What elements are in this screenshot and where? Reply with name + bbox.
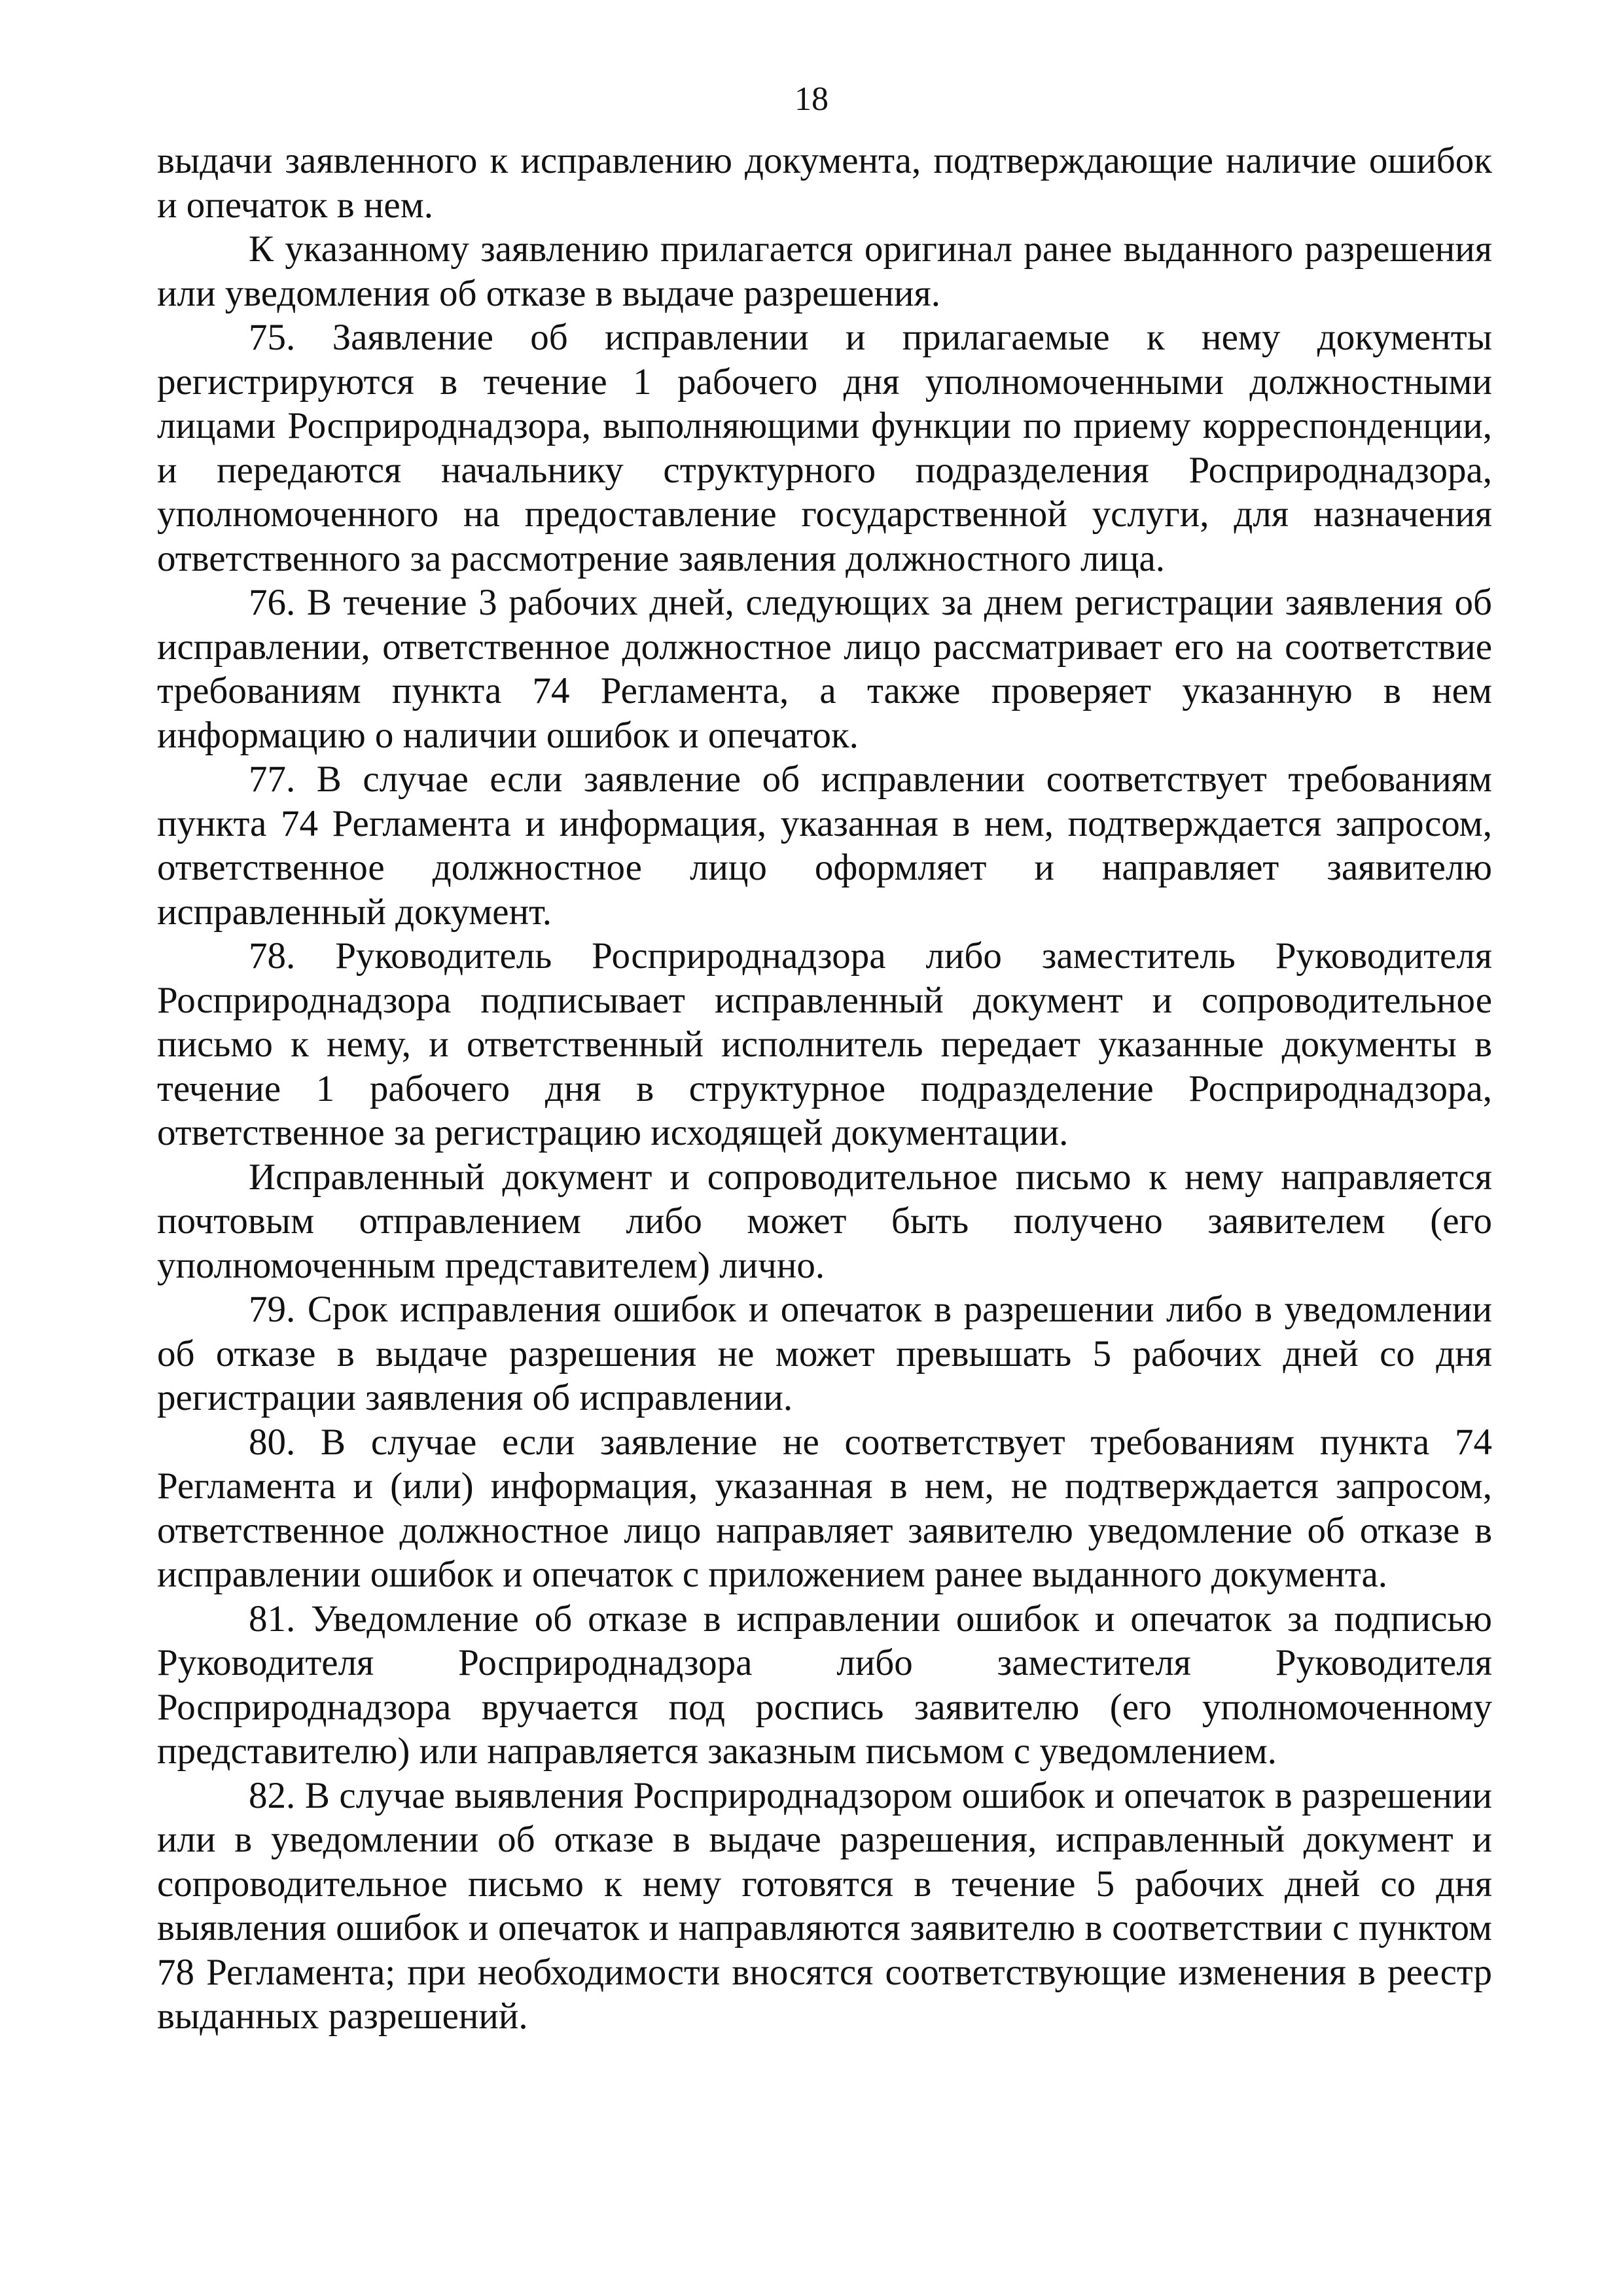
- paragraph-continuation: выдачи заявленного к исправлению документа, подтверждающие наличие ошибок и опечаток в нем.: [157, 140, 1492, 226]
- paragraph-79: 79. Срок исправления ошибок и опечаток в разрешении либо в уведомлении об отказе в выдаче разрешения не может превышать 5 рабочих дней со дня регистрации заявления об исправлении.: [157, 1289, 1492, 1418]
- paragraph-77: 77. В случае если заявление об исправлении соответствует требованиям пункта 74 Регламента и информация, указанная в нем, подтверждается запросом, ответственное должностное лицо оформляет и направляет заявителю исправленный документ.: [157, 759, 1492, 933]
- document-body: [157, 139, 1492, 2039]
- paragraph-75: 75. Заявление об исправлении и прилагаемые к нему документы регистрируются в течение 1 рабочего дня уполномоченными должностными лицами Росприроднадзора, выполняющими функции по приему корреспонденции, и передаются начальнику структурного подразделения Росприроднадзора, уполномоченного на предоставление государственной услуги, для назначения ответственного за рассмотрение заявления должностного лица.: [157, 317, 1492, 579]
- paragraph-78: 78. Руководитель Росприроднадзора либо заместитель Руководителя Росприроднадзора подписывает исправленный документ и сопроводительное письмо к нему, и ответственный исполнитель передает указанные документы в течение 1 рабочего дня в структурное подразделение Росприроднадзора, ответственное за регистрацию исходящей документации.: [157, 935, 1492, 1153]
- paragraph-80: 80. В случае если заявление не соответствует требованиям пункта 74 Регламента и (или) информация, указанная в нем, не подтверждается запросом, ответственное должностное лицо направляет заявителю уведомление об отказе в исправлении ошибок и опечаток с приложением ранее выданного документа.: [157, 1421, 1492, 1595]
- paragraph-82: 82. В случае выявления Росприроднадзором ошибок и опечаток в разрешении или в уведомлении об отказе в выдаче разрешения, исправленный документ и сопроводительное письмо к нему готовятся в течение 5 рабочих дней со дня выявления ошибок и опечаток и направляются заявителю в соответствии с пунктом 78 Регламента; при необходимости вносятся соответствующие изменения в реестр выданных разрешений.: [157, 1774, 1492, 2037]
- paragraph-attachment: К указанному заявлению прилагается оригинал ранее выданного разрешения или уведомления об отказе в выдаче разрешения.: [157, 228, 1492, 314]
- paragraph-78-delivery: Исправленный документ и сопроводительное письмо к нему направляется почтовым отправлением либо может быть получено заявителем (его уполномоченным представителем) лично.: [157, 1156, 1492, 1286]
- page-number: 18: [794, 81, 829, 118]
- paragraph-76: 76. В течение 3 рабочих дней, следующих за днем регистрации заявления об исправлении, ответственное должностное лицо рассматривает его на соответствие требованиям пункта 74 Регламента, а также проверяет указанную в нем информацию о наличии ошибок и опечаток.: [157, 582, 1492, 756]
- paragraph-81: 81. Уведомление об отказе в исправлении ошибок и опечаток за подписью Руководителя Росприроднадзора либо заместителя Руководителя Росприроднадзора вручается под роспись заявителю (его уполномоченному представителю) или направляется заказным письмом с уведомлением.: [157, 1598, 1492, 1772]
